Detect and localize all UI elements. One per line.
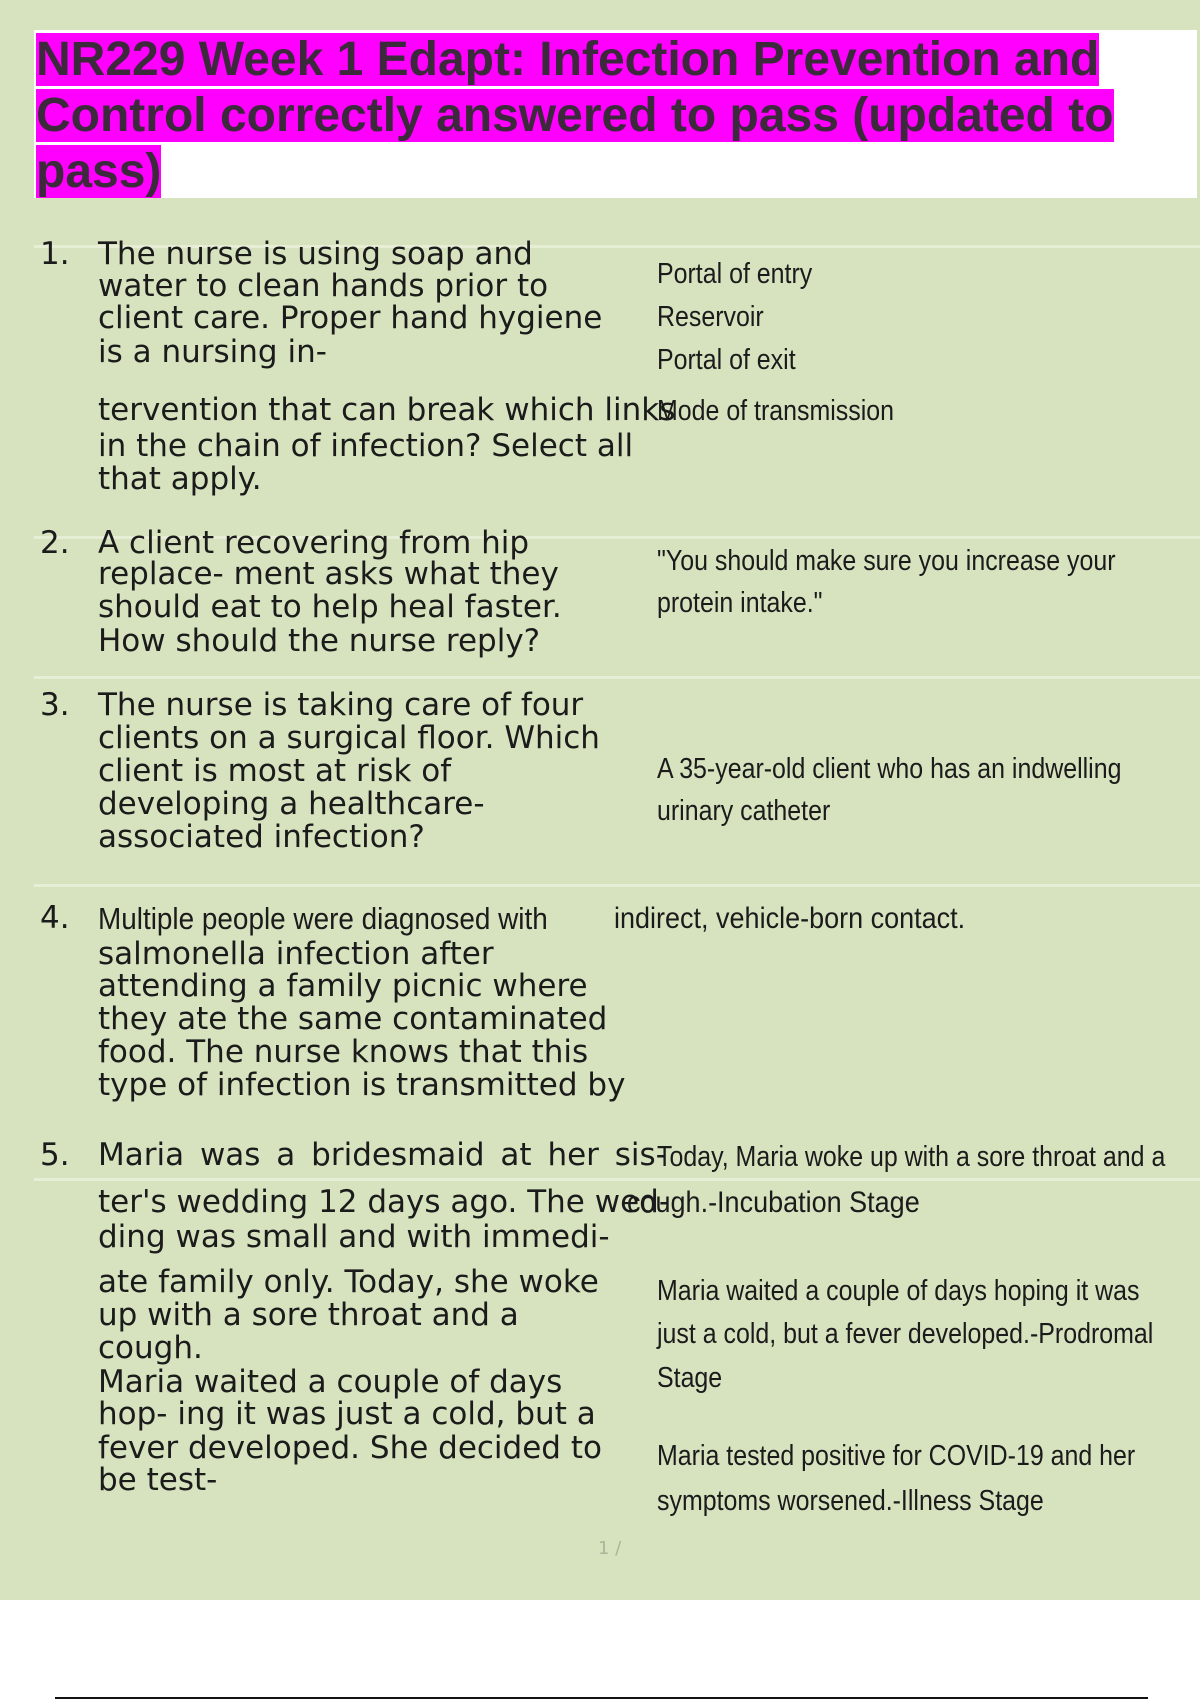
page-marker: 1 /: [598, 1538, 622, 1559]
answer-option: Portal of exit: [657, 344, 796, 376]
question-line: they ate the same contaminated: [98, 1001, 608, 1037]
question-line: replace- ment asks what they: [98, 556, 559, 592]
answer-text: urinary catheter: [657, 795, 831, 827]
answer-text: Maria tested positive for COVID-19 and her: [657, 1440, 1136, 1472]
question-line: Maria waited a couple of days: [98, 1364, 563, 1400]
answer-text: Maria waited a couple of days hoping it was: [657, 1275, 1140, 1307]
question-line: clients on a surgical floor. Which: [98, 720, 600, 756]
question-line: associated infection?: [98, 819, 425, 855]
question-line: How should the nurse reply?: [98, 623, 541, 659]
question-line: be test-: [98, 1462, 218, 1498]
answer-text: "You should make sure you increase your: [657, 545, 1116, 577]
question-line: Multiple people were diagnosed with: [98, 901, 548, 936]
answer-text: cough.-Incubation Stage: [627, 1186, 920, 1219]
answer-text: Stage: [657, 1362, 723, 1394]
answer-text: protein intake.": [657, 587, 823, 619]
question-line: is a nursing in-: [98, 334, 327, 370]
question-line: type of infection is transmitted by: [98, 1067, 626, 1103]
question-line: fever developed. She decided to: [98, 1430, 602, 1466]
question-line: cough.: [98, 1330, 203, 1366]
question-line: up with a sore throat and a: [98, 1297, 519, 1333]
row-divider: [34, 884, 1200, 887]
question-line: food. The nurse knows that this: [98, 1034, 589, 1070]
question-line: ding was small and with immedi-: [98, 1219, 610, 1255]
question-line: attending a family picnic where: [98, 968, 588, 1004]
question-line: ter's wedding 12 days ago. The wed-: [98, 1184, 671, 1220]
question-number: 2.: [40, 525, 70, 561]
answer-text: just a cold, but a fever developed.-Prodromal: [657, 1318, 1154, 1350]
page-title: [36, 32, 1186, 200]
question-line: A client recovering from hip: [98, 525, 530, 561]
footer-rule: [55, 1697, 1148, 1699]
question-number: 1.: [40, 236, 70, 272]
question-number: 5.: [40, 1137, 70, 1173]
question-line: in the chain of infection? Select all: [98, 428, 634, 464]
question-line: ate family only. Today, she woke: [98, 1264, 599, 1300]
question-line: developing a healthcare-: [98, 786, 485, 822]
answer-text: Today, Maria woke up with a sore throat and a: [657, 1141, 1166, 1173]
question-line: tervention that can break which links: [98, 392, 676, 428]
question-number: 4.: [40, 900, 70, 936]
answer-text: A 35-year-old client who has an indwelling: [657, 753, 1122, 785]
question-line: The nurse is taking care of four: [98, 687, 584, 723]
question-line: that apply.: [98, 461, 262, 497]
answer-option: Reservoir: [657, 301, 764, 333]
question-line: should eat to help heal faster.: [98, 589, 562, 625]
question-line: The nurse is using soap and: [98, 236, 533, 272]
question-line: hop- ing it was just a cold, but a: [98, 1396, 596, 1432]
question-line: client care. Proper hand hygiene: [98, 300, 603, 336]
answer-option: Portal of entry: [657, 258, 813, 290]
question-line: water to clean hands prior to: [98, 268, 549, 304]
question-line: salmonella infection after: [98, 936, 494, 972]
answer-text: indirect, vehicle-born contact.: [614, 902, 966, 935]
answer-text: symptoms worsened.-Illness Stage: [657, 1485, 1044, 1517]
title-highlight: NR229 Week 1 Edapt: Infection Prevention and Control correctly answered to pass (updated to pass): [36, 33, 1114, 198]
question-line: client is most at risk of: [98, 753, 452, 789]
row-divider: [34, 676, 1200, 679]
question-number: 3.: [40, 687, 70, 723]
answer-option: Mode of transmission: [657, 395, 895, 427]
question-line: Maria was a bridesmaid at her sis-: [98, 1137, 667, 1173]
